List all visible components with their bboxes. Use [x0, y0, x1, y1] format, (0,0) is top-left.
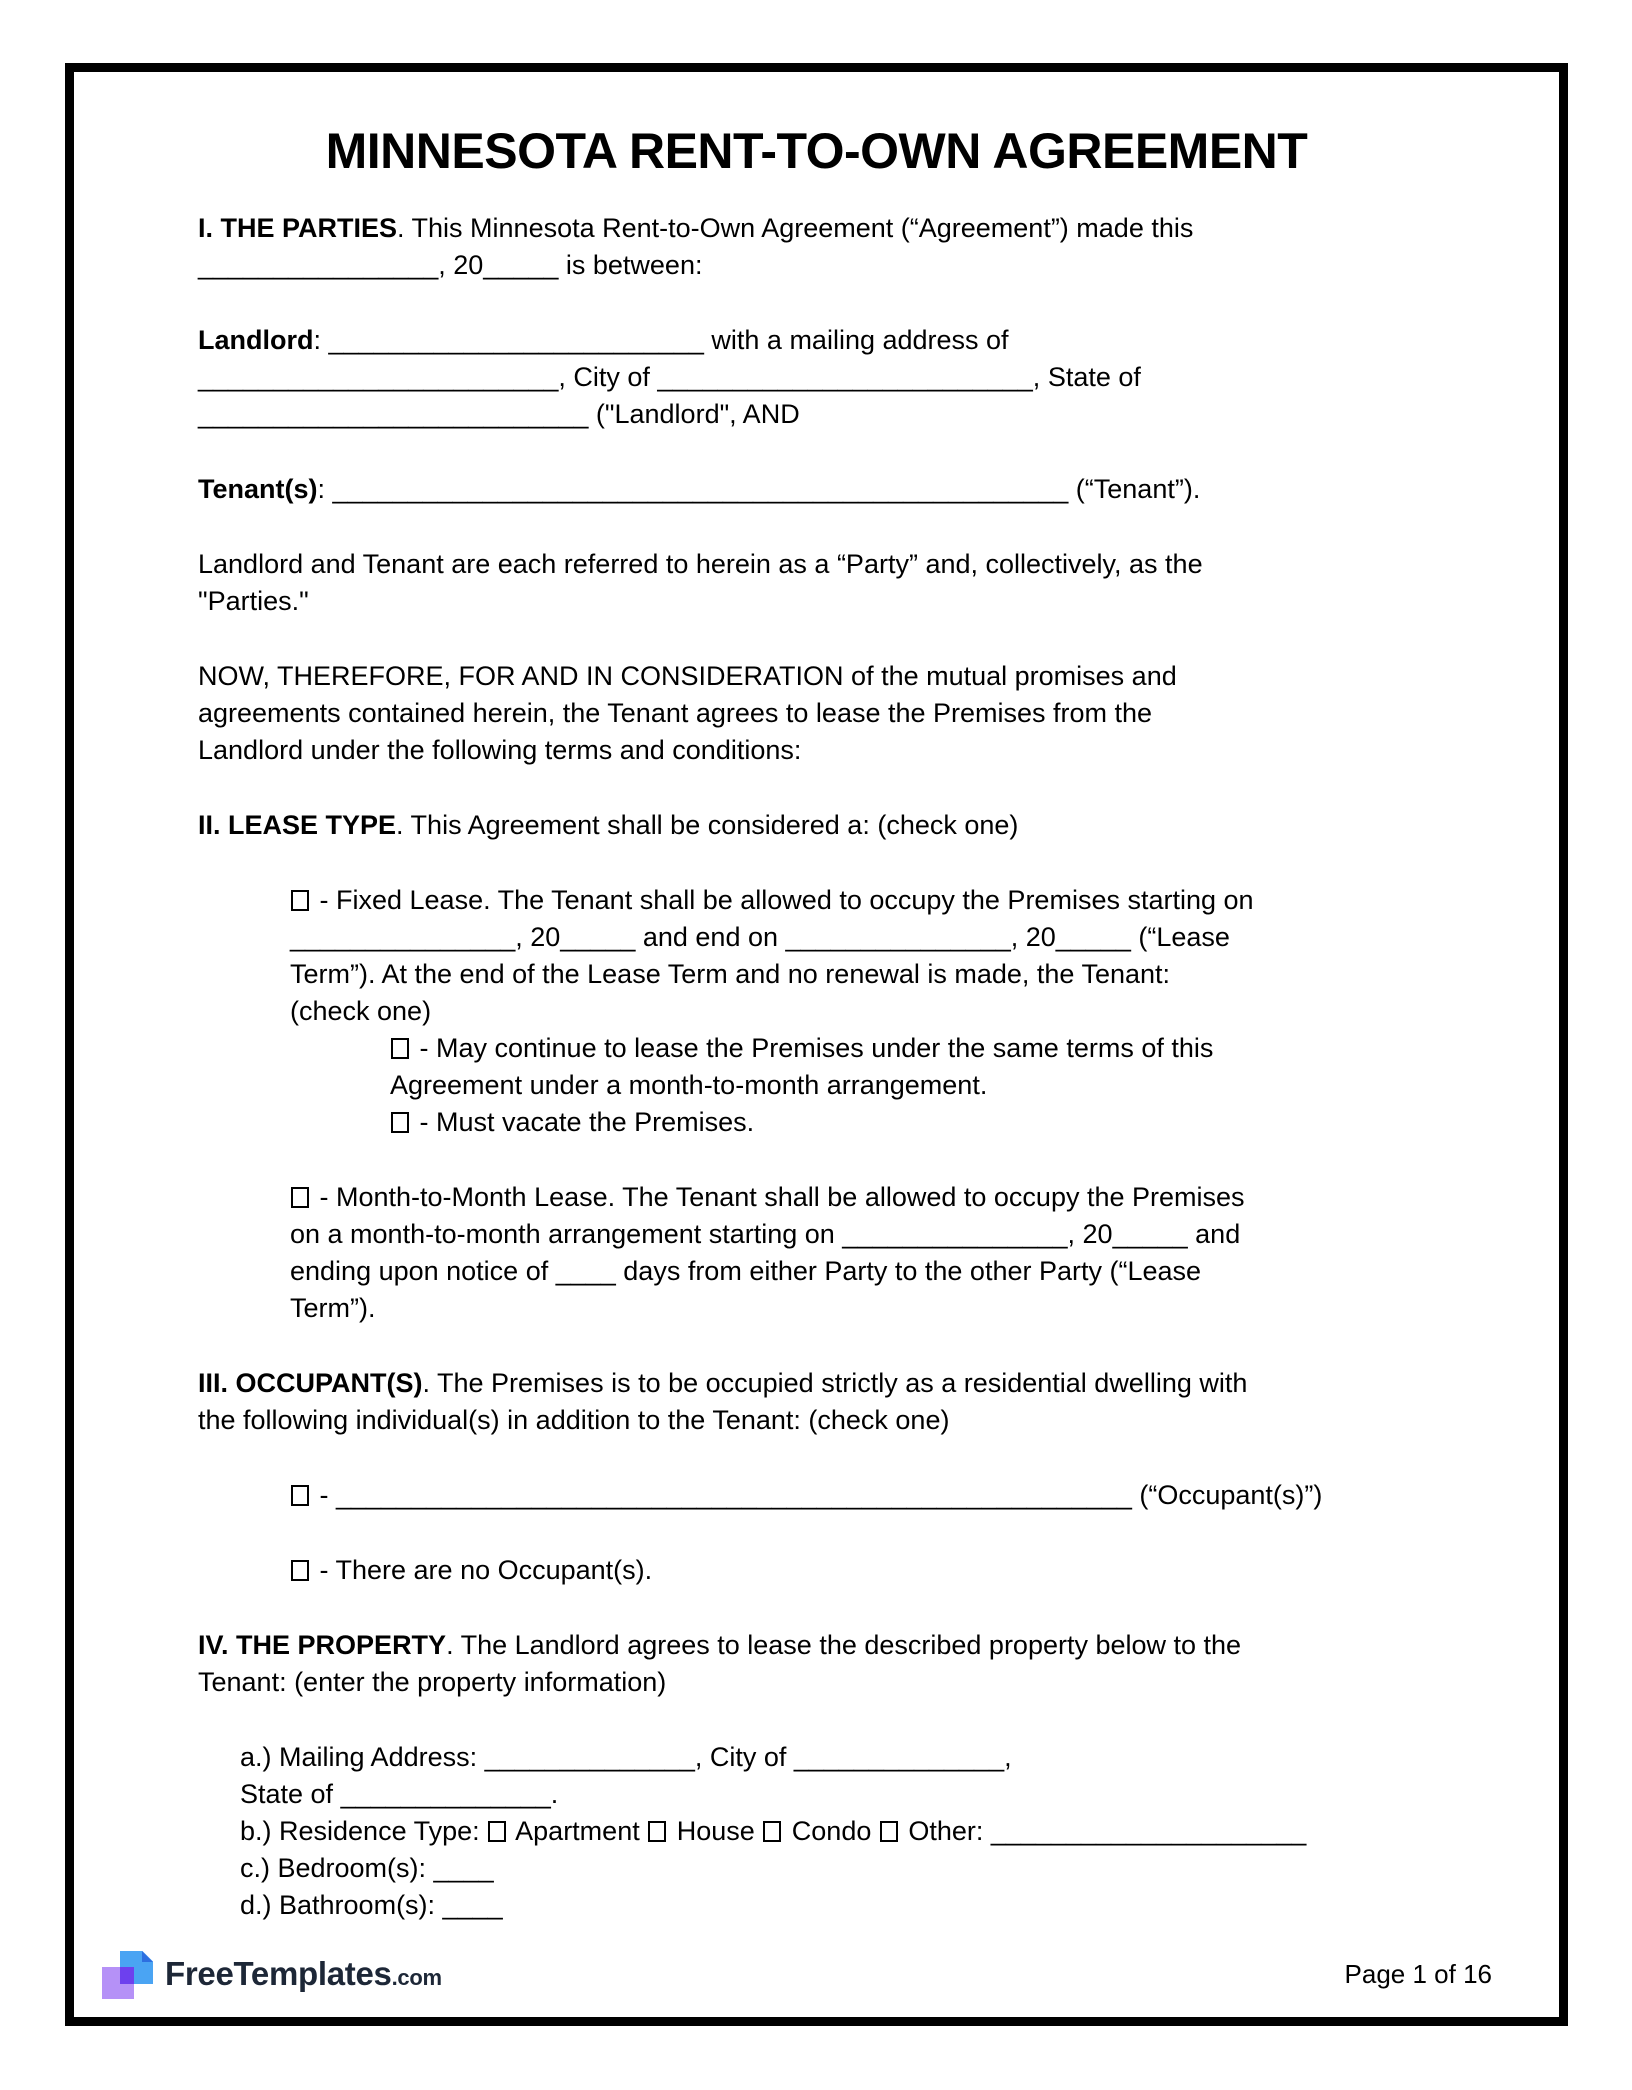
text-line: [198, 359, 1519, 396]
text-run: "Parties.": [198, 586, 309, 616]
checkbox-continue-month-to-month[interactable]: [391, 1038, 409, 1059]
text-line: [290, 1179, 1519, 1216]
text-run: - There are no Occupant(s).: [312, 1555, 653, 1585]
paragraph-property-heading: [198, 1627, 1519, 1701]
text-line: [198, 1664, 1519, 1701]
text-line: [290, 1477, 1519, 1514]
paragraph-month-to-month-option: [198, 1179, 1519, 1327]
text-line: [390, 1104, 1519, 1141]
text-run: ________________, 20_____ is between:: [198, 250, 703, 280]
text-run: Agreement under a month-to-month arrangement.: [390, 1070, 988, 1100]
text-line: [240, 1813, 1519, 1850]
paragraph-fixed-lease-option: [198, 882, 1519, 1030]
text-run: State of ______________.: [240, 1779, 559, 1809]
text-line: [198, 471, 1519, 508]
text-run: Landlord and Tenant are each referred to herein as a “Party” and, collectively, as the: [198, 549, 1203, 579]
text-run: - Must vacate the Premises.: [412, 1107, 755, 1137]
document-body: [198, 210, 1519, 1924]
checkbox-residence-apartment[interactable]: [488, 1821, 506, 1842]
page-content: [74, 72, 1559, 1924]
checkbox-residence-condo[interactable]: [763, 1821, 781, 1842]
text-run: NOW, THEREFORE, FOR AND IN CONSIDERATION of the mutual promises and: [198, 661, 1177, 691]
bold-text-run: Tenant(s): [198, 474, 318, 504]
checkbox-residence-other[interactable]: [880, 1821, 898, 1842]
document-title: MINNESOTA RENT-TO-OWN AGREEMENT: [325, 123, 1308, 179]
text-run: . This Agreement shall be considered a: (check one): [396, 810, 1019, 840]
checkbox-no-occupants[interactable]: [291, 1560, 309, 1581]
logo-wordmark: [165, 1955, 442, 1993]
text-run: a.) Mailing Address: ______________, City of ______________,: [240, 1742, 1012, 1772]
text-line: [198, 247, 1519, 284]
text-line: [198, 546, 1519, 583]
checkbox-fixed-lease[interactable]: [291, 890, 309, 911]
text-run: - Month-to-Month Lease. The Tenant shall be allowed to occupy the Premises: [312, 1182, 1245, 1212]
text-line: [290, 956, 1519, 993]
freetemplates-logo: [100, 1949, 442, 1999]
freetemplates-logo-icon: [100, 1949, 153, 1999]
text-line: [198, 807, 1519, 844]
text-line: [198, 1365, 1519, 1402]
text-run: the following individual(s) in addition to the Tenant: (check one): [198, 1405, 950, 1435]
text-run: Term”).: [290, 1293, 376, 1323]
text-line: [198, 1402, 1519, 1439]
page-border: [65, 63, 1568, 2026]
page-number: Page 1 of 16: [1344, 1958, 1492, 1989]
text-run: Apartment: [509, 1816, 648, 1846]
paragraph-lease-type-heading: [198, 807, 1519, 844]
text-line: [198, 322, 1519, 359]
text-line: [240, 1739, 1519, 1776]
text-run: - Fixed Lease. The Tenant shall be allowed to occupy the Premises starting on: [312, 885, 1254, 915]
text-run: __________________________ ("Landlord", AND: [198, 399, 800, 429]
paragraph-fixed-lease-renewal-continue: [198, 1030, 1519, 1104]
text-run: Other: _____________________: [900, 1816, 1307, 1846]
bold-text-run: IV. THE PROPERTY: [198, 1630, 447, 1660]
text-line: [198, 732, 1519, 769]
text-line: [240, 1850, 1519, 1887]
logo-overlap-square: [120, 1967, 134, 1984]
text-run: . The Landlord agrees to lease the described property below to the: [446, 1630, 1242, 1660]
logo-text: FreeTemplates: [165, 1955, 392, 1992]
page-footer: [100, 1948, 1492, 2000]
text-line: [390, 1067, 1519, 1104]
text-line: [290, 882, 1519, 919]
paragraph-property-details: [198, 1739, 1519, 1924]
text-run: : _________________________________________________ (“Tenant”).: [317, 474, 1201, 504]
text-line: [198, 583, 1519, 620]
checkbox-must-vacate[interactable]: [391, 1112, 409, 1133]
text-line: [240, 1776, 1519, 1813]
text-run: (check one): [290, 996, 432, 1026]
text-run: Condo: [784, 1816, 879, 1846]
text-run: _______________, 20_____ and end on _______________, 20_____ (“Lease: [290, 922, 1230, 952]
text-line: [290, 1290, 1519, 1327]
text-run: Tenant: (enter the property information): [198, 1667, 667, 1697]
bold-text-run: II. LEASE TYPE: [198, 810, 397, 840]
text-line: [198, 210, 1519, 247]
paragraph-occupants-named-option: [198, 1477, 1519, 1514]
bold-text-run: Landlord: [198, 325, 314, 355]
text-line: [290, 1552, 1519, 1589]
text-run: Term”). At the end of the Lease Term and no renewal is made, the Tenant:: [290, 959, 1171, 989]
bold-text-run: I. THE PARTIES: [198, 213, 398, 243]
text-line: [198, 658, 1519, 695]
bold-text-run: III. OCCUPANT(S): [198, 1368, 423, 1398]
paragraph-tenant: [198, 471, 1519, 508]
checkbox-occupants-named[interactable]: [291, 1485, 309, 1506]
text-run: . The Premises is to be occupied strictly as a residential dwelling with: [422, 1368, 1248, 1398]
text-run: ________________________, City of _________________________, State of: [198, 362, 1141, 392]
text-line: [290, 993, 1519, 1030]
text-run: ending upon notice of ____ days from either Party to the other Party (“Lease: [290, 1256, 1202, 1286]
text-line: [198, 1627, 1519, 1664]
text-line: [390, 1030, 1519, 1067]
logo-suffix: .com: [391, 1965, 442, 1990]
text-line: [198, 695, 1519, 732]
paragraph-parties-reference: [198, 546, 1519, 620]
text-run: c.) Bedroom(s): ____: [240, 1853, 494, 1883]
paragraph-landlord: [198, 322, 1519, 433]
text-line: [198, 396, 1519, 433]
text-run: House: [669, 1816, 763, 1846]
text-run: - May continue to lease the Premises under the same terms of this: [412, 1033, 1214, 1063]
text-run: - _____________________________________________________ (“Occupant(s)”): [312, 1480, 1323, 1510]
text-line: [290, 1216, 1519, 1253]
text-line: [290, 1253, 1519, 1290]
checkbox-month-to-month-lease[interactable]: [291, 1187, 309, 1208]
checkbox-residence-house[interactable]: [648, 1821, 666, 1842]
text-line: [290, 919, 1519, 956]
text-run: b.) Residence Type:: [240, 1816, 488, 1846]
text-run: Landlord under the following terms and conditions:: [198, 735, 802, 765]
paragraph-occupants-heading: [198, 1365, 1519, 1439]
text-line: [240, 1887, 1519, 1924]
paragraph-fixed-lease-renewal-vacate: [198, 1104, 1519, 1141]
text-run: d.) Bathroom(s): ____: [240, 1890, 503, 1920]
text-run: agreements contained herein, the Tenant agrees to lease the Premises from the: [198, 698, 1153, 728]
paragraph-no-occupants-option: [198, 1552, 1519, 1589]
paragraph-parties-intro: [198, 210, 1519, 284]
text-run: on a month-to-month arrangement starting on _______________, 20_____ and: [290, 1219, 1241, 1249]
paragraph-consideration: [198, 658, 1519, 769]
text-run: . This Minnesota Rent-to-Own Agreement (“Agreement”) made this: [397, 213, 1194, 243]
text-run: : _________________________ with a mailing address of: [313, 325, 1009, 355]
